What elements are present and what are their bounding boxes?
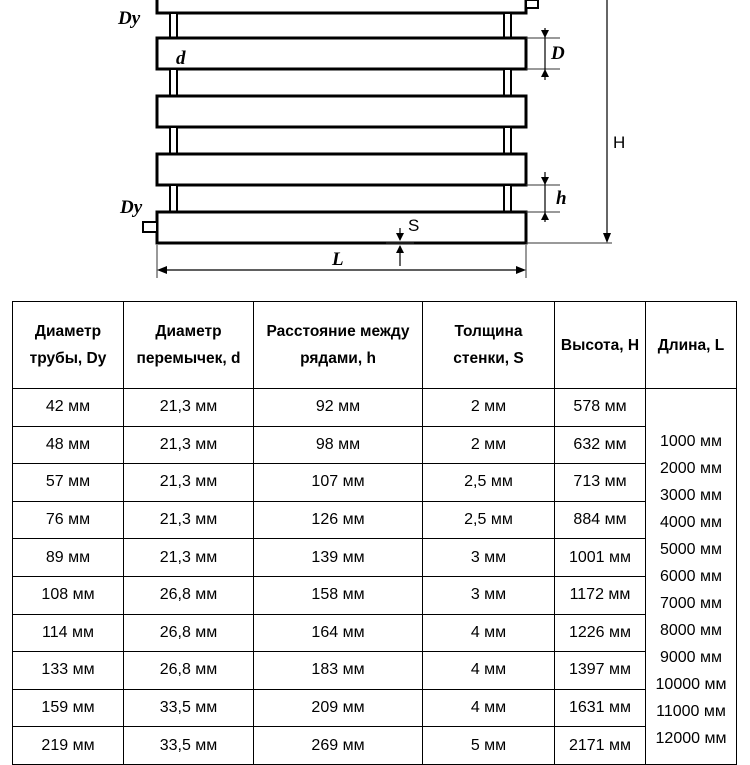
cell-height: 578 мм	[555, 389, 646, 427]
length-option: 5000 мм	[659, 541, 723, 559]
jumper	[504, 127, 511, 154]
cell-row-spacing: 183 мм	[254, 652, 423, 690]
cell-row-spacing: 98 мм	[254, 426, 423, 464]
cell-wall-thickness: 3 мм	[423, 539, 555, 577]
cell-pipe-diameter: 159 мм	[13, 689, 124, 727]
cell-height: 1226 мм	[555, 614, 646, 652]
label-h: h	[556, 188, 567, 209]
length-option: 7000 мм	[659, 595, 723, 613]
label-D: D	[551, 43, 565, 64]
cell-row-spacing: 269 мм	[254, 727, 423, 765]
cell-pipe-diameter: 219 мм	[13, 727, 124, 765]
length-option: 3000 мм	[659, 487, 723, 505]
cell-wall-thickness: 2,5 мм	[423, 464, 555, 502]
cell-pipe-diameter: 57 мм	[13, 464, 124, 502]
length-option: 12000 мм	[655, 730, 727, 748]
cell-jumper-diameter: 26,8 мм	[124, 614, 254, 652]
header-jumper-diameter: Диаметр перемычек, d	[124, 302, 254, 389]
spec-table	[12, 301, 737, 765]
pipe-row-1	[157, 0, 526, 13]
cell-wall-thickness: 4 мм	[423, 652, 555, 690]
cell-wall-thickness: 2 мм	[423, 426, 555, 464]
cell-row-spacing: 209 мм	[254, 689, 423, 727]
label-dy-top: Dy	[118, 8, 141, 29]
cell-jumper-diameter: 21,3 мм	[124, 464, 254, 502]
label-H: H	[613, 133, 626, 152]
cell-row-spacing: 126 мм	[254, 501, 423, 539]
table-row	[13, 539, 737, 577]
cell-jumper-diameter: 26,8 мм	[124, 576, 254, 614]
cell-lengths	[646, 389, 737, 765]
cell-row-spacing: 158 мм	[254, 576, 423, 614]
table-row	[13, 464, 737, 502]
cell-height: 1631 мм	[555, 689, 646, 727]
jumper	[170, 13, 177, 38]
table-row	[13, 689, 737, 727]
dy-nozzle-bottom	[143, 222, 157, 232]
length-option: 6000 мм	[659, 568, 723, 586]
radiator-drawing	[0, 0, 750, 290]
cell-pipe-diameter: 114 мм	[13, 614, 124, 652]
length-option: 1000 мм	[659, 433, 723, 451]
label-dy-bottom: Dy	[120, 197, 143, 218]
cell-jumper-diameter: 21,3 мм	[124, 426, 254, 464]
table-row	[13, 652, 737, 690]
cell-row-spacing: 139 мм	[254, 539, 423, 577]
cell-row-spacing: 107 мм	[254, 464, 423, 502]
cell-jumper-diameter: 26,8 мм	[124, 652, 254, 690]
cell-jumper-diameter: 33,5 мм	[124, 689, 254, 727]
cell-height: 2171 мм	[555, 727, 646, 765]
table-row	[13, 426, 737, 464]
length-option: 11000 мм	[656, 703, 726, 721]
pipe-row-2	[157, 38, 526, 69]
jumper	[504, 69, 511, 96]
cell-jumper-diameter: 21,3 мм	[124, 389, 254, 427]
cell-height: 1172 мм	[555, 576, 646, 614]
cell-wall-thickness: 4 мм	[423, 614, 555, 652]
cell-pipe-diameter: 42 мм	[13, 389, 124, 427]
table-row	[13, 576, 737, 614]
cell-height: 1397 мм	[555, 652, 646, 690]
cell-row-spacing: 164 мм	[254, 614, 423, 652]
jumper	[170, 127, 177, 154]
header-pipe-diameter: Диаметр трубы, Dy	[13, 302, 124, 389]
table-row	[13, 614, 737, 652]
jumper	[504, 13, 511, 38]
header-row	[13, 302, 737, 389]
header-height: Высота, H	[555, 302, 646, 389]
cell-jumper-diameter: 21,3 мм	[124, 539, 254, 577]
cell-wall-thickness: 4 мм	[423, 689, 555, 727]
cell-jumper-diameter: 21,3 мм	[124, 501, 254, 539]
length-option: 8000 мм	[659, 622, 723, 640]
cell-pipe-diameter: 48 мм	[13, 426, 124, 464]
length-option: 2000 мм	[659, 460, 723, 478]
jumper	[170, 185, 177, 212]
cell-wall-thickness: 2,5 мм	[423, 501, 555, 539]
length-option: 10000 мм	[655, 676, 727, 694]
jumper	[170, 69, 177, 96]
cell-height: 632 мм	[555, 426, 646, 464]
cell-pipe-diameter: 133 мм	[13, 652, 124, 690]
length-option: 4000 мм	[659, 514, 723, 532]
label-d: d	[176, 48, 186, 69]
header-row-spacing: Расстояние между рядами, h	[254, 302, 423, 389]
table-row	[13, 501, 737, 539]
cell-height: 713 мм	[555, 464, 646, 502]
cell-wall-thickness: 3 мм	[423, 576, 555, 614]
table-row	[13, 389, 737, 427]
cell-jumper-diameter: 33,5 мм	[124, 727, 254, 765]
cell-wall-thickness: 2 мм	[423, 389, 555, 427]
table-row	[13, 727, 737, 765]
header-wall-thickness: Толщина стенки, S	[423, 302, 555, 389]
header-length: Длина, L	[646, 302, 737, 389]
pipe-row-5	[157, 212, 526, 243]
label-S: S	[408, 216, 420, 235]
cell-wall-thickness: 5 мм	[423, 727, 555, 765]
cell-pipe-diameter: 108 мм	[13, 576, 124, 614]
pipe-row-3	[157, 96, 526, 127]
jumper	[504, 185, 511, 212]
cell-pipe-diameter: 76 мм	[13, 501, 124, 539]
length-option: 9000 мм	[659, 649, 723, 667]
cell-row-spacing: 92 мм	[254, 389, 423, 427]
cell-height: 1001 мм	[555, 539, 646, 577]
pipe-row-4	[157, 154, 526, 185]
dy-nozzle-top	[526, 0, 538, 8]
cell-pipe-diameter: 89 мм	[13, 539, 124, 577]
cell-height: 884 мм	[555, 501, 646, 539]
label-L: L	[332, 249, 344, 270]
